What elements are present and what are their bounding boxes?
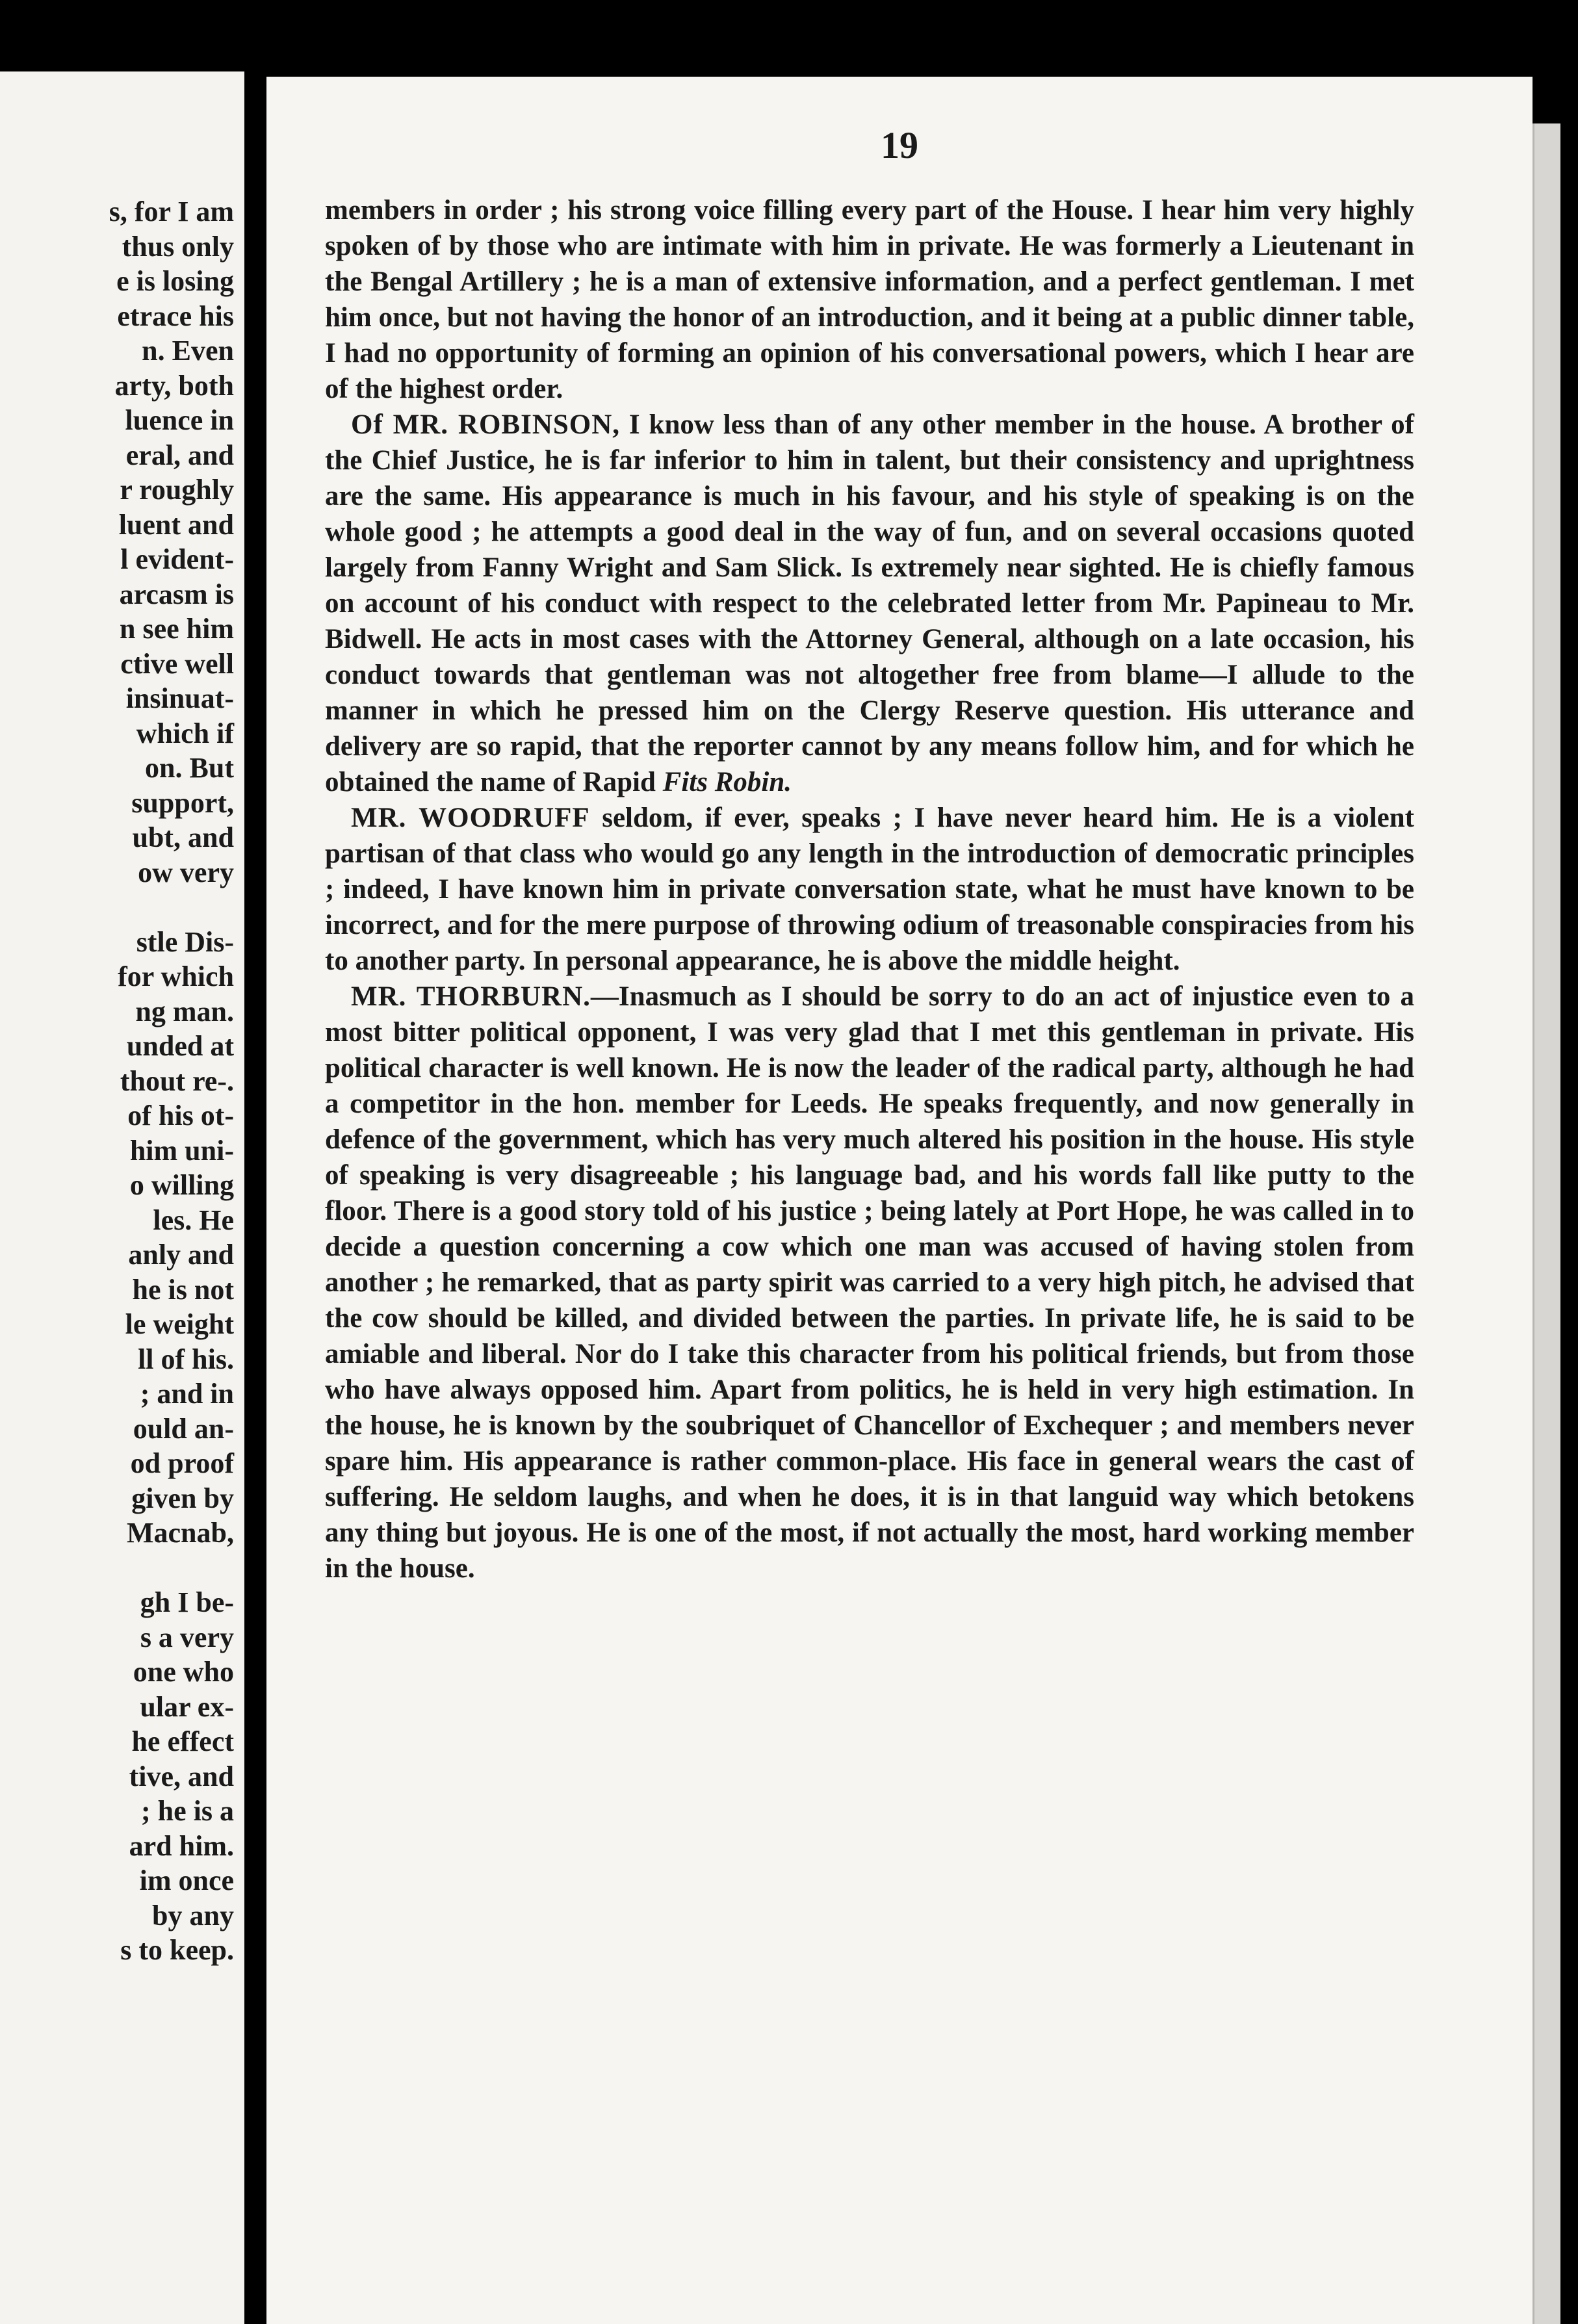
left-page-line: support,	[131, 786, 234, 819]
left-page-line: one who	[133, 1656, 234, 1688]
left-page-line: etrace his	[117, 300, 234, 332]
left-page-line: n. Even	[142, 335, 234, 367]
left-page-line: ; he is a	[141, 1795, 234, 1827]
left-page-line: ular ex-	[140, 1690, 234, 1723]
left-page-line: ; and in	[140, 1378, 234, 1410]
left-page-line: luent and	[118, 508, 234, 541]
left-page-line: od proof	[130, 1447, 234, 1479]
left-page-line: for which	[118, 961, 234, 992]
left-page-line: gh I be-	[140, 1586, 234, 1618]
left-page-line: im once	[139, 1865, 234, 1896]
left-page-line: l evident-	[120, 543, 234, 575]
left-page-line: on. But	[145, 752, 234, 784]
left-page-line: anly and	[128, 1239, 234, 1271]
left-page-line: ubt, and	[132, 821, 234, 853]
left-page-line: arty, both	[114, 369, 234, 402]
left-page-line: s, for I am	[109, 196, 234, 227]
page-number: 19	[881, 124, 918, 166]
left-page-line: ctive well	[120, 647, 234, 680]
left-page-line: eral, and	[125, 439, 234, 471]
paragraph-body: seldom, if ever, speaks ; I have never heard him. He is a violent partisan of that class who would go any length in the introduction of democratic principles ; indeed, I have known him in private conversation state, what he must have known to be incorrect, and for the mere purpose of throwing odium of treasonable conspiracies from his to another party. In personal appearance, he is above the middle height.	[325, 803, 1414, 976]
left-page-line: e is losing	[116, 265, 234, 297]
left-page-fragment	[0, 71, 244, 2324]
left-page-line: o willing	[129, 1169, 234, 1201]
left-page-line: s to keep.	[120, 1934, 234, 1966]
left-page-line: ow very	[138, 856, 234, 888]
left-page-line: r roughly	[120, 474, 234, 506]
paragraph-continuation: members in order ; his strong voice filling every part of the House. I hear him very highly spoken of by those who are intimate with him in private. He was formerly a Lieutenant in the Bengal Artillery ; he is a man of extensive information, and a perfect gentleman. I met him once, but not having the honor of an introduction, and it being at a public dinner table, I had no opportunity of forming an opinion of his conversational powers, which I hear are of the highest order.	[325, 195, 1414, 404]
left-page-line: unded at	[126, 1030, 234, 1062]
paragraph-italic: Fits Robin.	[662, 767, 792, 797]
left-page-line: arcasm is	[119, 578, 234, 610]
left-page-line: given by	[131, 1482, 234, 1514]
paragraph-lead: MR. THORBURN.	[351, 981, 591, 1012]
left-page-line: insinuat-	[125, 682, 234, 714]
left-page-line	[0, 1551, 234, 1585]
left-page-line: which if	[136, 717, 234, 749]
page-edge	[1533, 123, 1560, 2324]
left-page-line: tive, and	[129, 1760, 234, 1792]
left-page-line: thout re-.	[120, 1065, 234, 1097]
left-page-line: he is not	[132, 1273, 234, 1306]
left-page-line: les. He	[153, 1204, 234, 1236]
left-page-line: stle Dis-	[136, 925, 234, 958]
paragraph-body: I know less than of any other member in the house. A brother of the Chief Justice, he is far inferior to him in talent, but their consistency and uprightness are the same. His appearance is much in his favour, and his style of speaking is on the whole good ; he attempts a good deal in the way of fun, and on several occasions quoted largely from Fanny Wright and Sam Slick. Is extremely near sighted. He is chiefly famous on account of his conduct with respect to the celebrated letter from Mr. Papineau to Mr. Bidwell. He acts in most cases with the Attorney General, although on a late occasion, his conduct towards that gentleman was not altogether free from blame—I allude to the manner in which he pressed him on the Clergy Reserve question. His utterance and delivery are so rapid, that the reporter cannot by any means follow him, and for which he obtained the name of Rapid	[325, 409, 1414, 797]
book-gutter	[244, 71, 266, 2324]
paragraph-woodruff	[325, 800, 1414, 979]
left-page-line: s a very	[140, 1621, 234, 1653]
left-page-line: ould an-	[133, 1412, 234, 1445]
paragraph-robinson	[325, 407, 1414, 800]
left-page-line: ng man.	[135, 995, 234, 1027]
paragraph-body: —Inasmuch as I should be sorry to do an act of injustice even to a most bitter political opponent, I was very glad that I met this gentleman in private. His political character is well known. He is now the leader of the radical party, although he had a competitor in the hon. member for Leeds. He speaks frequently, and now generally in defence of the government, which has very much altered his position in the house. His style of speaking is very disagreeable ; his language bad, and his words fall like putty to the floor. There is a good story told of his justice ; being lately at Port Hope, he was called in to decide a question concerning a cow which one man was accused of having stolen from another ; he remarked, that as party spirit was carried to a very high pitch, he advised that the cow should be killed, and divided between the parties. In private life, he is said to be amiable and liberal. Nor do I take this character from his political friends, but from those who have always opposed him. Apart from politics, he is held in very high estimation. In the house, he is known by the soubriquet of Chancellor of Exchequer ; and members never spare him. His appearance is rather common-place. His face in general wears the cast of suffering. He seldom laughs, and when he does, it is in that languid way which betokens any thing but joyous. He is one of the most, if not actually the most, hard working member in the house.	[325, 981, 1414, 1584]
left-page-line: Macnab,	[127, 1517, 234, 1549]
right-page	[266, 77, 1533, 2324]
left-page-line: luence in	[125, 404, 234, 436]
left-page-line	[0, 890, 234, 924]
left-page-line: n see him	[120, 613, 234, 645]
page-text	[325, 192, 1414, 1586]
left-page-line: he effect	[131, 1725, 234, 1757]
paragraph-lead: MR. WOODRUFF	[351, 803, 590, 833]
paragraph-thorburn	[325, 979, 1414, 1586]
left-page-line: ard him.	[129, 1829, 234, 1862]
paragraph-lead: Of MR. ROBINSON,	[351, 409, 621, 440]
left-page-line: le weight	[125, 1308, 234, 1340]
left-page-line: ll of his.	[138, 1343, 234, 1375]
left-page-line: by any	[152, 1899, 234, 1931]
left-page-line: of his ot-	[127, 1100, 234, 1131]
left-page-line: thus only	[122, 230, 234, 263]
left-page-line: him uni-	[129, 1134, 234, 1167]
